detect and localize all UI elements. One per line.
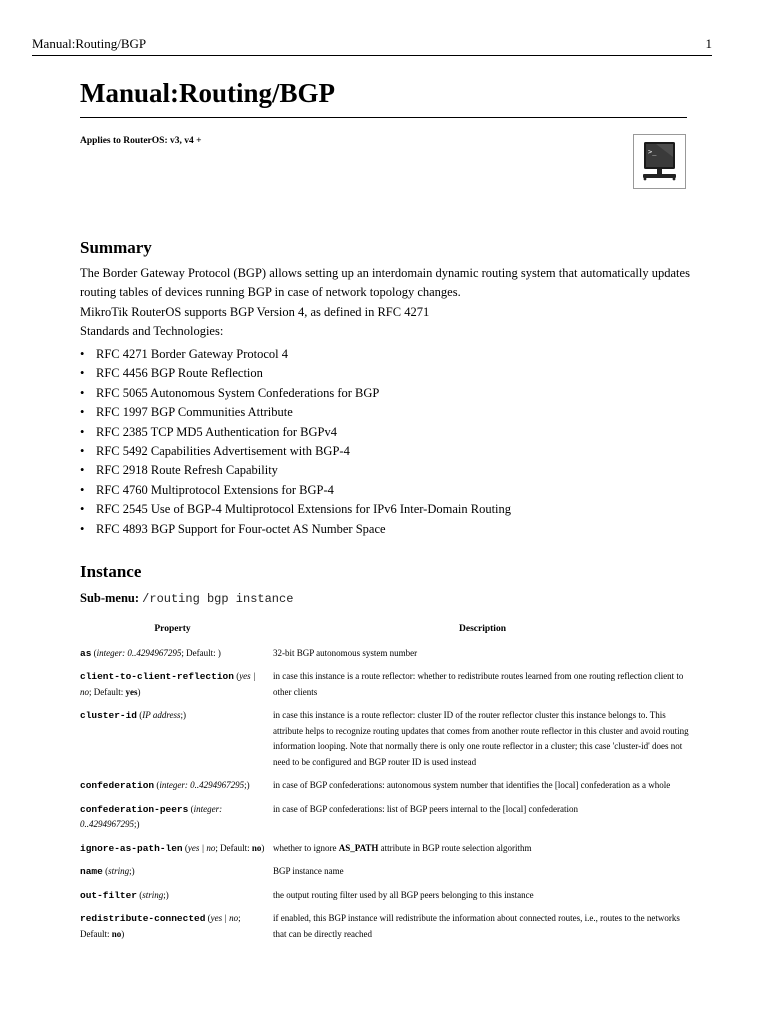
property-default-label: ; Default: xyxy=(181,647,218,658)
summary-paragraph: Standards and Technologies: xyxy=(80,324,224,339)
property-cell xyxy=(76,669,269,708)
property-default: no xyxy=(111,928,122,939)
list-item: • RFC 4456 BGP Route Reflection xyxy=(80,364,511,383)
description-text: whether to ignore xyxy=(273,842,339,853)
description-text: BGP instance name xyxy=(273,866,344,876)
submenu-label: Sub-menu: xyxy=(80,591,140,605)
property-name: out-filter xyxy=(80,889,138,901)
description-cell xyxy=(269,841,696,865)
property-punct: ) xyxy=(261,842,265,853)
property-punct: ( xyxy=(137,710,143,720)
description-text: in case of BGP confederations: autonomous system number that identifies the [local] confederation as a whole xyxy=(273,780,671,790)
property-punct: ( xyxy=(154,780,160,790)
property-default-label: ; Default: xyxy=(215,842,252,853)
description-cell xyxy=(269,646,696,670)
property-punct: ( xyxy=(137,889,143,900)
column-header-property: Property xyxy=(154,624,191,634)
property-punct: ( xyxy=(233,671,240,681)
property-type: integer: 0..4294967295 xyxy=(159,780,245,790)
property-punct: ( xyxy=(91,647,97,658)
property-name: as xyxy=(80,647,92,659)
description-text: in case of BGP confederations: list of BGP peers internal to the [local] confederation xyxy=(273,803,578,814)
instance-heading: Instance xyxy=(80,562,142,581)
list-item: • RFC 4893 BGP Support for Four-octet AS Number Space xyxy=(80,520,511,539)
page-title: Manual:Routing/BGP xyxy=(80,78,336,108)
property-cell xyxy=(76,802,269,841)
property-cell xyxy=(76,864,269,888)
description-text: if enabled, this BGP instance will redistribute the information about connected routes, i.e., routes to the networks that can be directly reached xyxy=(273,913,680,939)
page-number: 1 xyxy=(705,36,712,51)
property-punct: ( xyxy=(188,803,194,814)
submenu-line xyxy=(80,589,293,608)
property-name: ignore-as-path-len xyxy=(80,842,183,854)
property-cell xyxy=(76,778,269,802)
table-row xyxy=(76,841,696,865)
description-text: in case this instance is a route reflector: cluster ID of the router reflector cluster this instance belongs to. This attribute helps to recognize routing updates that comes from another route reflector in this cluster and avoid routing information looping. Note that normally there is only one route reflector in a cluster; this case 'cluster-id' does not need to be configured and BGP router ID is used instead xyxy=(273,710,689,767)
table-row xyxy=(76,888,696,912)
table-row xyxy=(76,802,696,841)
property-default: no xyxy=(251,842,262,853)
description-cell xyxy=(269,802,696,841)
property-type: IP address xyxy=(142,710,181,720)
list-item: • RFC 2545 Use of BGP-4 Multiprotocol Extensions for IPv6 Inter-Domain Routing xyxy=(80,500,511,519)
property-cell xyxy=(76,841,269,865)
property-default-label: ; Default: xyxy=(89,686,126,697)
table-row xyxy=(76,778,696,802)
description-text: in case this instance is a route reflector: whether to redistribute routes learned from one routing reflection client to other clients xyxy=(273,671,684,697)
property-default-label: ; xyxy=(129,866,132,876)
property-type: yes | no xyxy=(80,671,256,697)
list-item: • RFC 5492 Capabilities Advertisement with BGP-4 xyxy=(80,442,511,461)
list-item: • RFC 4271 Border Gateway Protocol 4 xyxy=(80,345,511,364)
list-item: • RFC 5065 Autonomous System Confederations for BGP xyxy=(80,384,511,403)
property-type: integer: 0..4294967295 xyxy=(80,803,223,829)
submenu-path: /routing bgp instance xyxy=(142,592,294,606)
description-cell xyxy=(269,888,696,912)
running-header xyxy=(32,36,712,52)
terminal-icon-frame xyxy=(633,134,686,189)
property-cell xyxy=(76,888,269,912)
description-text: 32-bit BGP autonomous system number xyxy=(273,647,418,658)
property-punct: ) xyxy=(121,928,125,939)
description-cell xyxy=(269,708,696,778)
table-row xyxy=(76,646,696,670)
property-punct: ) xyxy=(165,889,169,900)
property-punct: ) xyxy=(217,647,221,658)
table-row xyxy=(76,864,696,888)
description-text: attribute in BGP route selection algorithm xyxy=(378,842,532,853)
property-punct: ) xyxy=(183,710,187,720)
property-type: string xyxy=(142,889,164,900)
property-default-label: ; Default: xyxy=(80,913,241,939)
property-type: yes | no xyxy=(187,842,216,853)
property-punct: ( xyxy=(205,913,211,923)
summary-heading: Summary xyxy=(80,238,152,257)
property-default-label: ; xyxy=(134,819,137,829)
description-emphasis: AS_PATH xyxy=(338,842,379,853)
list-item: • RFC 2918 Route Refresh Capability xyxy=(80,461,511,480)
property-name: confederation xyxy=(80,780,155,791)
description-text: the output routing filter used by all BGP peers belonging to this instance xyxy=(273,889,534,900)
running-header-title: Manual:Routing/BGP xyxy=(32,36,147,51)
description-cell xyxy=(269,864,696,888)
property-cell xyxy=(76,708,269,778)
property-punct: ) xyxy=(131,866,135,876)
property-default-label: ; xyxy=(163,889,166,900)
property-punct: ( xyxy=(102,866,109,876)
terminal-icon xyxy=(634,135,685,188)
summary-body xyxy=(80,264,695,342)
property-punct: ) xyxy=(246,780,250,790)
property-default-label: ; xyxy=(180,710,184,720)
summary-paragraph: MikroTik RouterOS supports BGP Version 4, as defined in RFC 4271 xyxy=(80,304,430,319)
property-type: string xyxy=(108,866,130,876)
property-table xyxy=(76,620,696,950)
description-cell xyxy=(269,911,696,950)
property-name: cluster-id xyxy=(80,710,138,721)
column-header-description: Description xyxy=(459,624,506,634)
property-punct: ( xyxy=(182,842,188,853)
property-punct: ) xyxy=(137,686,141,697)
table-header-row xyxy=(76,620,696,646)
list-item: • RFC 1997 BGP Communities Attribute xyxy=(80,403,511,422)
title-divider xyxy=(80,117,687,118)
list-item: • RFC 4760 Multiprotocol Extensions for BGP-4 xyxy=(80,481,511,500)
svg-text:>_: >_ xyxy=(648,148,657,156)
applies-to-note: Applies to RouterOS: v3, v4 + xyxy=(80,136,202,146)
table-row xyxy=(76,911,696,950)
header-divider xyxy=(32,55,712,56)
summary-paragraph: The Border Gateway Protocol (BGP) allows setting up an interdomain dynamic routing system that automatically updates routing tables of devices running BGP in case of network topology changes. xyxy=(80,266,690,300)
property-type: integer: 0..4294967295 xyxy=(96,647,182,658)
standards-list xyxy=(80,345,511,539)
table-row xyxy=(76,708,696,778)
table-row xyxy=(76,669,696,708)
property-name: confederation-peers xyxy=(80,803,189,815)
description-cell xyxy=(269,778,696,802)
property-name: name xyxy=(80,866,103,877)
property-cell xyxy=(76,646,269,670)
property-name: redistribute-connected xyxy=(80,913,206,924)
property-type: yes | no xyxy=(210,913,239,923)
description-cell xyxy=(269,669,696,708)
property-cell xyxy=(76,911,269,950)
property-default: yes xyxy=(125,686,138,697)
property-punct: ) xyxy=(136,819,140,829)
list-item: • RFC 2385 TCP MD5 Authentication for BGPv4 xyxy=(80,423,511,442)
property-name: client-to-client-reflection xyxy=(80,671,234,682)
property-default-label: ; xyxy=(244,780,247,790)
